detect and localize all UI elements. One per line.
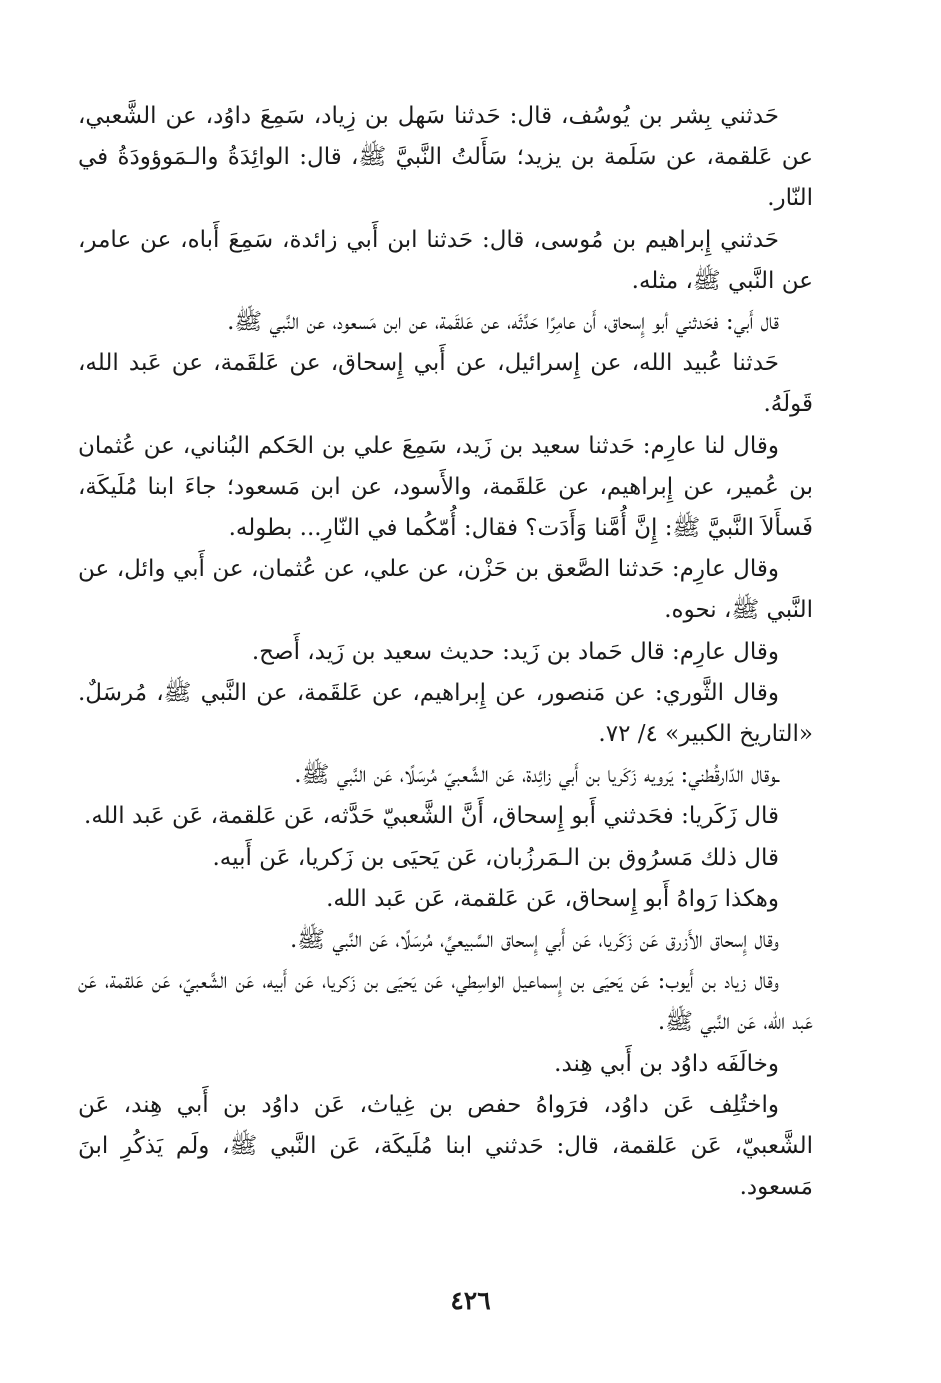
paragraph-11: قال ذلك مَسرُوق بن الـمَرزُبان، عَن يَحيَى بن زَكريا، عَن أَبيه.: [212, 844, 779, 871]
paragraph-10: قال زَكَريا: فحَدثني أَبو إِسحاق، أَنَّ الشَّعبيّ حَدَّثه، عَن عَلقمة، عَن عَبد الله.: [84, 803, 779, 830]
paragraph-16: واختُلِف عَن داوُد، فرَواهُ حفص بن غِياث، عَن داوُد بن أَبي هِند، عَن الشَّعبيّ، عَن عَلقمة، قال: حَدثني ابنا مُلَيكَة، عَن النَّبي ﷺ، ولَم يَذكُرِ ابنَ مَسعود.: [78, 1091, 813, 1201]
paragraph-8: وقال الثَّوري: عن مَنصور، عن إِبراهيم، عن عَلقَمة، عن النَّبي ﷺ، مُرسَلٌ. «التاريخ الكبير» ٤/ ٧٢.: [78, 679, 813, 748]
page-body: [78, 96, 813, 1208]
paragraph-15: وخالَفَه داوُد بن أَبي هِند.: [554, 1050, 779, 1077]
paragraph-12: وهكذا رَواهُ أَبو إِسحاق، عَن عَلقمة، عَن عَبد الله.: [326, 885, 779, 912]
paragraph-5: وقال لنا عارِم: حَدثنا سعيد بن زَيد، سَمِعَ علي بن الحَكم البُناني، عن عُثمان بن عُمير، عن إِبراهيم، عن عَلقَمة، والأَسود، عن ابن مَسعود؛ جاءَ ابنا مُلَيكَة، فَسأَلاَ النَّبيَّ ﷺ: إِنَّ أُمَّنا وَأَدَت؟ فقال: أُمّكُما في النّارِ... بطوله.: [78, 432, 813, 542]
paragraph-7: وقال عارِم: قال حَماد بن زَيد: حديث سعيد بن زَيد، أَصح.: [251, 638, 779, 665]
paragraph-3: قال أَبي: فحَدثني أبو إِسحاق، أَن عامِرًا حَدَّثَه، عن عَلقَمة، عن ابن مَسعود، عن النَّبي ﷺ.: [227, 309, 779, 336]
paragraph-9: ـوقال الدّارقُطني: يَرويه زَكَريا بن أَبي زائِدة، عَن الشَّعبيّ مُرسَلًا، عَن النَّبي ﷺ.: [294, 762, 779, 789]
paragraph-4: حَدثنا عُبيد الله، عن إِسرائيل، عن أَبي إِسحاق، عن عَلقَمة، عن عَبد الله، قَولَهُ.: [78, 350, 813, 418]
page-number: ٤٢٦: [450, 1286, 491, 1315]
paragraph-6: وقال عارِم: حَدثنا الصَّعق بن حَزْن، عن علي، عن عُثمان، عن أَبي وائل، عن النَّبي ﷺ، نحوه.: [78, 556, 813, 624]
paragraph-13: وقال إِسحاق الأَزرق عَن زَكَريا، عَن أَبي إِسحاق السَّبيعيِّ، مُرسَلًا، عَن النَّبي ﷺ.: [290, 927, 779, 954]
paragraph-14: وقال زياد بن أَيوب: عَن يَحيَى بن إِسماعيل الواسِطي، عَن يَحيَى بن زَكريا، عَن أَبيه، عَن الشَّعبيّ، عَن عَلقمة، عَن عَبد الله، عَن النَّبي ﷺ.: [78, 968, 813, 1036]
paragraph-1: حَدثني بِشر بن يُوسُف، قال: حَدثنا سَهل بن زِياد، سَمِعَ داوُد، عن الشَّعبي، عن عَلقمة، عن سَلَمة بن يزيد؛ سَأَلتُ النَّبيَّ ﷺ، قال: الوائِدَةُ والـمَوؤودَةُ في النّار.: [78, 103, 813, 212]
paragraph-2: حَدثني إِبراهيم بن مُوسى، قال: حَدثنا ابن أَبي زائدة، سَمِعَ أَباه، عن عامر، عن النَّبي ﷺ، مثله.: [78, 226, 813, 294]
